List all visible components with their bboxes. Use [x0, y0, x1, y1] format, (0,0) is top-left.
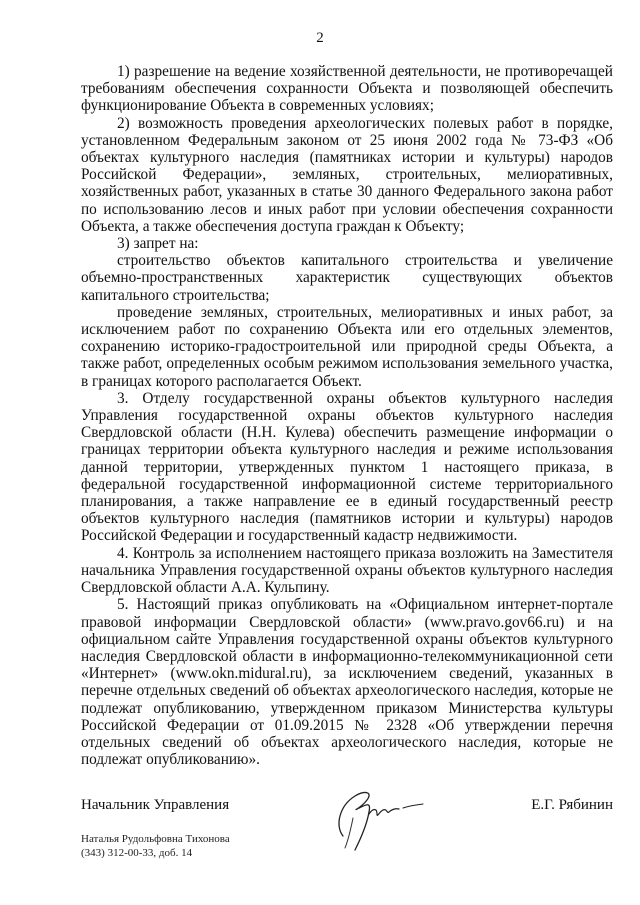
executor-phone: (343) 312-00-33, доб. 14 — [81, 847, 193, 859]
paragraph: 3. Отделу государственной охраны объектов культурного наследия Управления государственной охраны объектов культурного наследия Свердловской области (Н.Н. Кулева) обеспечить размещение информации о границах территории объекта культурного наследия и режиме использования данной территории, утвержденных пунктом 1 настоящего приказа, в федеральной государственной информационной системе территориального планирования, а также направление ее в единый государственный реестр объектов культурного наследия (памятников истории и культуры) народов Российской Федерации и государственный кадастр недвижимости. — [81, 389, 613, 545]
paragraph: строительство объектов капитального строительства и увеличение объемно-пространственных характеристик существующих объектов капитального строительства; — [81, 252, 613, 304]
signer-name: Е.Г. Рябинин — [531, 797, 613, 813]
page-number: 2 — [316, 30, 324, 46]
signer-position: Начальник Управления — [81, 797, 230, 813]
paragraph: 1) разрешение на ведение хозяйственной деятельности, не противоречащей требованиям обеспечения сохранности Объекта и позволяющей обеспечить функционирование Объекта в современных условиях; — [81, 63, 613, 115]
handwritten-signature — [325, 778, 435, 858]
paragraph: проведение земляных, строительных, мелиоративных и иных работ, за исключением работ по сохранению Объекта или его отдельных элементов, сохранению историко-градостроительной или природной среды Объекта, а также работ, определенных особым режимом использования земельного участка, в границах которого располагается Объект. — [81, 303, 613, 390]
executor-info — [81, 832, 230, 860]
paragraph: 5. Настоящий приказ опубликовать на «Официальном интернет-портале правовой информации Свердловской области» (www.pravo.gov66.ru) и на официальном сайте Управления государственной охраны объектов культурного наследия Свердловской области в информационно-телекоммуникационной сети «Интернет» (www.okn.midural.ru), за исключением сведений, указанных в перечне отдельных сведений об объектах археологического наследия, которые не подлежат опубликованию, утвержденном приказом Министерства культуры Российской Федерации от 01.09.2015 № 2328 «Об утверждении перечня отдельных сведений об объектах археологического наследия, которые не подлежат опубликованию». — [81, 596, 613, 769]
executor-name: Наталья Рудольфовна Тихонова — [81, 833, 230, 845]
paragraph: 2) возможность проведения археологических полевых работ в порядке, установленном Федеральным законом от 25 июня 2002 года № 73-ФЗ «Об объектах культурного наследия (памятниках истории и культуры) народов Российской Федерации», земляных, строительных, мелиоративных, хозяйственных работ, указанных в статье 30 данного Федерального закона работ по использованию лесов и иных работ при условии обеспечения сохранности Объекта, а также обеспечения доступа граждан к Объекту; — [81, 114, 613, 235]
paragraph: 3) запрет на: — [117, 235, 199, 253]
document-body — [81, 63, 613, 768]
paragraph: 4. Контроль за исполнением настоящего приказа возложить на Заместителя начальника Управления государственной охраны объектов культурного наследия Свердловской области А.А. Кульпину. — [81, 544, 613, 597]
